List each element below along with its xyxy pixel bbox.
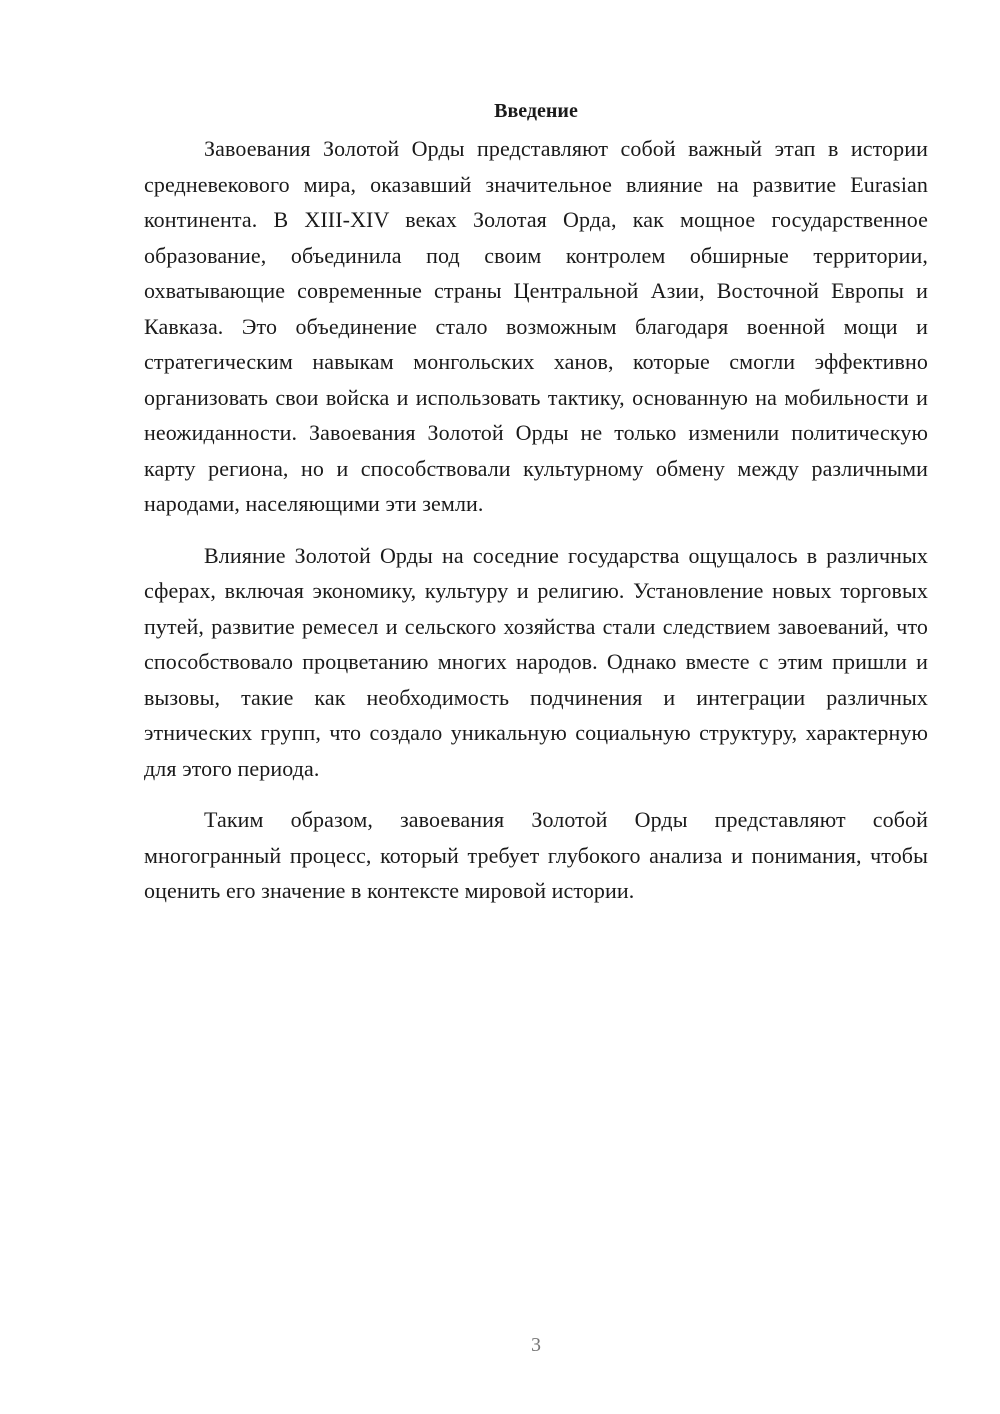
page-body (144, 96, 928, 925)
section-heading: Введение (494, 100, 578, 122)
paragraph-1: Завоевания Золотой Орды представляют собой важный этап в истории средневекового мира, оказавший значительное влияние на развитие Eurasian континента. В XIII-XIV веках Золотая Орда, как мощное государственное образование, объединила под своим контролем обширные территории, охватывающие современные страны Центральной Азии, Восточной Европы и Кавказа. Это объединение стало возможным благодаря военной мощи и стратегическим навыкам монгольских ханов, которые смогли эффективно организовать свои войска и использовать тактику, основанную на мобильности и неожиданности. Завоевания Золотой Орды не только изменили политическую карту региона, но и способствовали культурному обмену между различными народами, населяющими эти земли. (144, 136, 928, 516)
page-number: 3 (531, 1334, 541, 1356)
paragraph-2: Влияние Золотой Орды на соседние государства ощущалось в различных сферах, включая экономику, культуру и религию. Установление новых торговых путей, развитие ремесел и сельского хозяйства стали следствием завоеваний, что способствовало процветанию многих народов. Однако вместе с этим пришли и вызовы, такие как необходимость подчинения и интеграции различных этнических групп, что создало уникальную социальную структуру, характерную для этого периода. (144, 542, 928, 781)
paragraph-3: Таким образом, завоевания Золотой Орды представляют собой многогранный процесс, который требует глубокого анализа и понимания, чтобы оценить его значение в контексте мировой истории. (144, 807, 928, 903)
